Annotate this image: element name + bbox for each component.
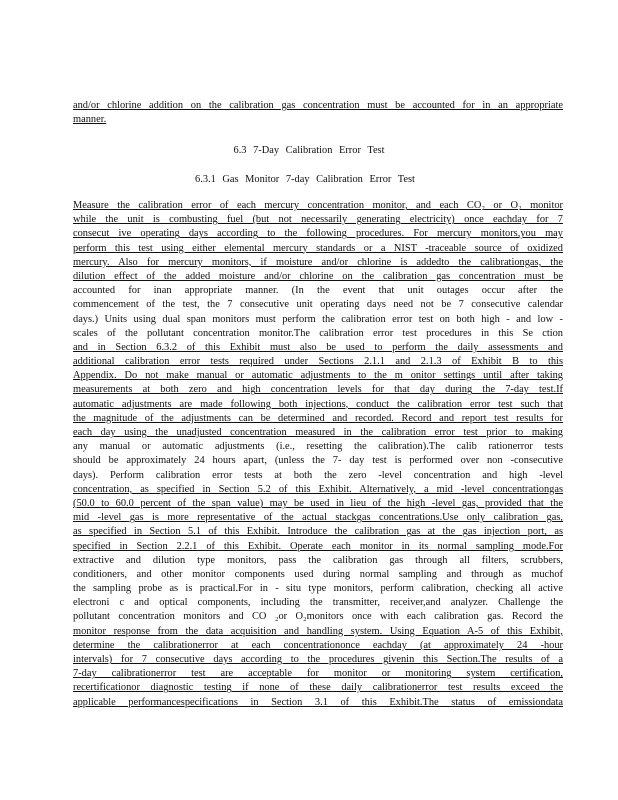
text-line: as specified in Section 5.1 of this Exhibit. Introduce the calibration gas at the gas injection port, as: [73, 526, 563, 538]
text-line: electroni c and optical components, including the transmitter, receiver,and analyzer. Challenge the: [73, 597, 563, 609]
text-line: extractive and dilution type monitors, pass the calibration gas through all filters, scrubbers,: [73, 554, 563, 566]
text-line: while the unit is combusting fuel (but not necessarily generating electricity) once eachday for 7: [73, 214, 563, 226]
text-line: Measure the calibration error of each mercury concentration monitor, and each CO₂ or O₂ monitor: [73, 200, 563, 211]
text-line: should be approximately 24 hours apart, (unless the 7- day test is performed over non -consecutive: [73, 455, 563, 467]
text-line: monitor response from the data acquisition and handling system. Using Equation A-5 of this Exhibit,: [73, 625, 563, 637]
text-line: perform this test using either elemental mercury standards or a NIST -traceable source of oxidized: [73, 242, 563, 254]
text-line: additional calibration error tests required under Sections 2.1.1 and 2.1.3 of Exhibit B to this: [73, 356, 563, 368]
text-line: the sampling probe as is practical.For in - situ type monitors, perform calibration, checking all active: [73, 583, 563, 595]
text-line: days.) Units using dual span monitors must perform the calibration error test on both high - and low -: [73, 313, 563, 325]
text-line: pollutant concentration monitors and CO ₂or O₂monitors once with each calibration gas. Record the: [73, 611, 563, 623]
text-line: scales of the pollutant concentration monitor.The calibration error test procedures in this Se ction: [73, 327, 563, 339]
text-line: concentration, as specified in Section 5.2 of this Exhibit. Alternatively, a mid -level concentrationgas: [73, 483, 563, 495]
subsection-heading: 6.3.1 Gas Monitor 7-day Calibration Error Test: [195, 174, 415, 185]
text-line: determine the calibrationerror at each concentrationonce eachday (at approximately 24 -hour: [73, 639, 563, 651]
text-line: applicable performancespecifications in Section 3.1 of this Exhibit.The status of emissiondata: [73, 696, 563, 708]
text-line: the magnitude of the adjustments can be determined and recorded. Record and report test results for: [73, 412, 563, 424]
text-line: automatic adjustments are made following both injections, conduct the calibration error test such that: [73, 398, 563, 410]
text-line: dilution effect of the added moisture and/or chlorine on the calibration gas concentration must be: [73, 270, 563, 282]
section-heading: 6.3 7-Day Calibration Error Test: [233, 145, 385, 156]
text-line: consecut ive operating days according to the following procedures. For mercury monitors,you may: [73, 228, 563, 240]
text-line: and/or chlorine addition on the calibration gas concentration must be accounted for in an appropriate: [73, 100, 563, 111]
text-line: days). Perform calibration error tests at both the zero -level concentration and high -level: [73, 469, 563, 481]
text-line: measurements at both zero and high concentration levels for that day during the 7-day test.If: [73, 384, 563, 396]
text-line: Appendix. Do not make manual or automatic adjustments to the m onitor settings until after taking: [73, 370, 563, 382]
text-line: and in Section 6.3.2 of this Exhibit must also be used to perform the daily assessments and: [73, 341, 563, 353]
text-line: commencement of the test, the 7 consecutive unit operating days need not be 7 consecutive calendar: [73, 299, 563, 311]
text-line: manner.: [73, 114, 107, 126]
text-line: intervals) for 7 consecutive days according to the procedures givenin this Section.The results of a: [73, 654, 563, 665]
body-paragraph: [73, 199, 563, 710]
text-line: conditioners, and other monitor components used during normal sampling and through as muchof: [73, 568, 563, 580]
text-line: (50.0 to 60.0 percent of the span value) may be used in lieu of the high -level gas, provided that the: [73, 497, 563, 509]
text-line: specified in Section 2.2.1 of this Exhibit. Operate each monitor in its normal sampling mode.For: [73, 540, 563, 552]
text-line: accounted for inan appropriate manner. (In the event that unit outages occur after the: [73, 285, 563, 297]
text-line: mid -level gas is more representative of the actual stackgas concentrations.Use only calibration gas,: [73, 512, 563, 524]
intro-paragraph: [73, 99, 563, 127]
text-line: recertificationor diagnostic testing if none of these daily calibrationerror test results exceed the: [73, 682, 563, 694]
text-line: mercury. Also for mercury monitors, if moisture and/or chlorine is addedto the calibrationgas, the: [73, 256, 563, 268]
text-line: 7-day calibrationerror test are acceptable for monitor or monitoring system certification,: [73, 668, 563, 680]
text-line: any manual or automatic adjustments (i.e., resetting the calibration).The calib rationerror tests: [73, 441, 563, 453]
text-line: each day using the unadjusted concentration measured in the calibration error test prior to making: [73, 427, 563, 438]
